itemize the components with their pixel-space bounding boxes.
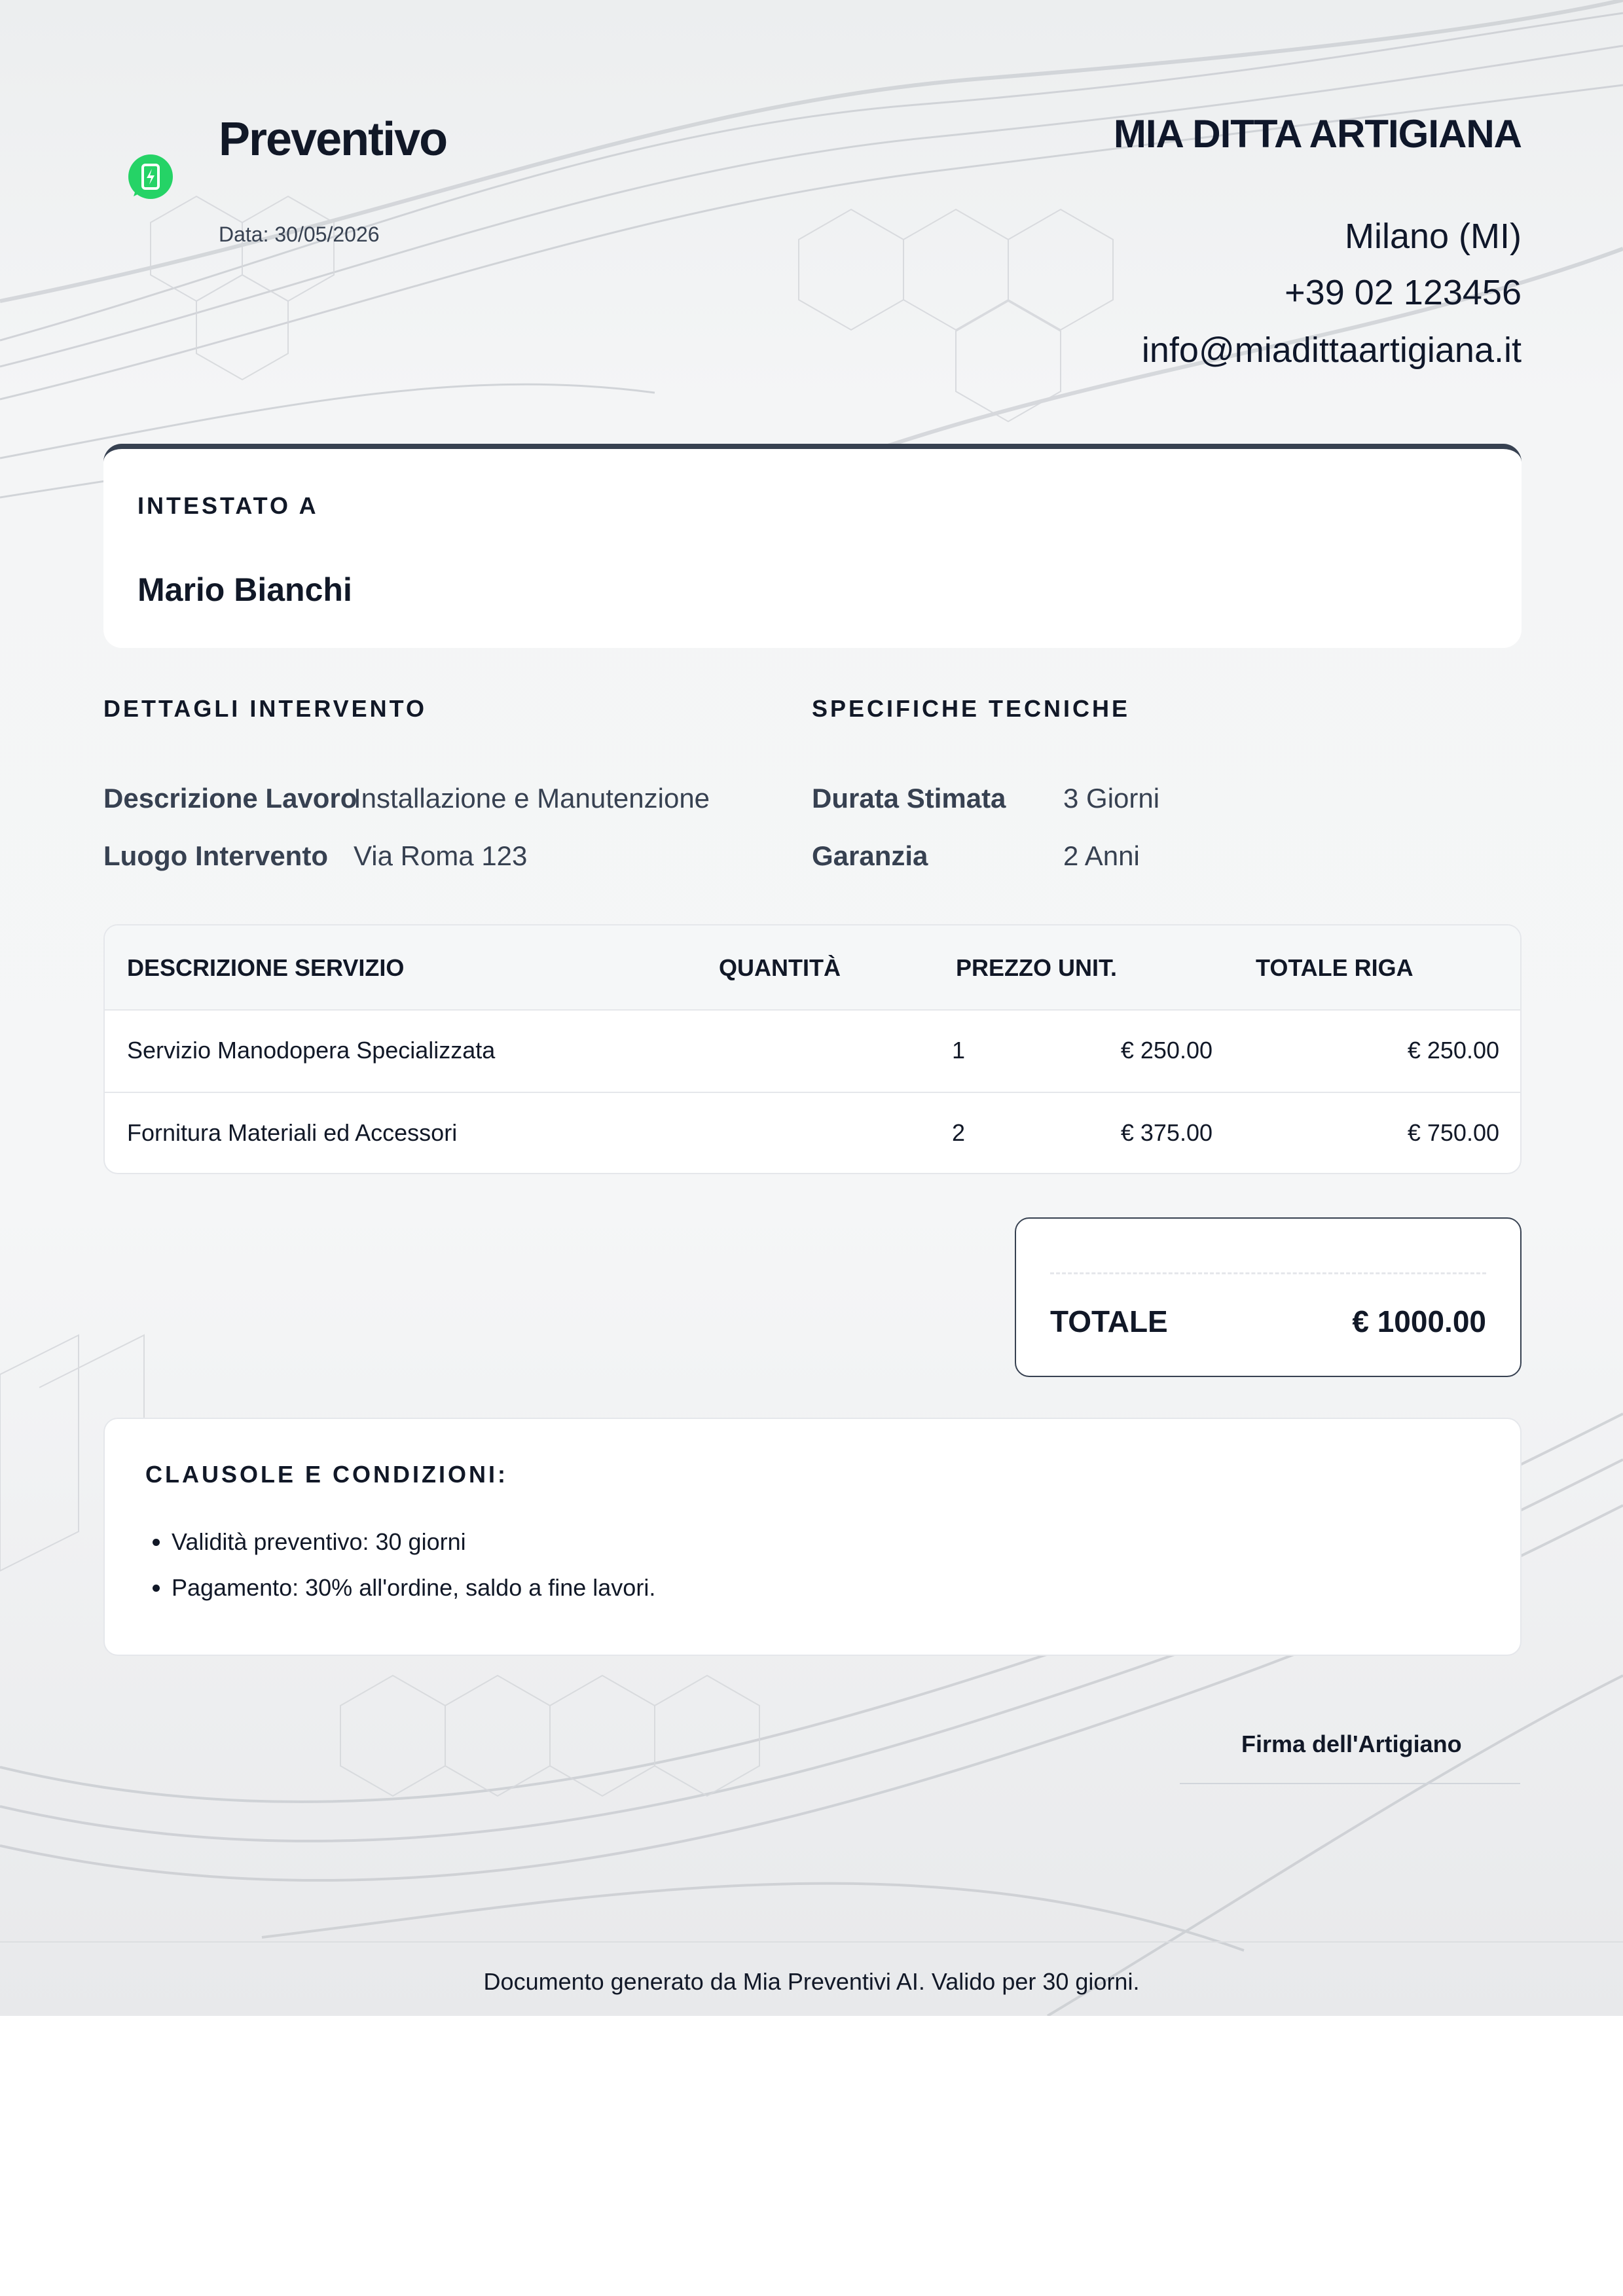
page-title: Preventivo [219, 113, 447, 166]
specs-heading: SPECIFICHE TECNICHE [812, 695, 1131, 722]
specs-label-duration: Durata Stimata [812, 783, 1006, 814]
details-label-location: Luogo Intervento [103, 840, 328, 871]
terms-item: • Pagamento: 30% all'ordine, saldo a fine lavori. [172, 1575, 655, 1621]
whatsapp-icon [127, 153, 174, 200]
company-city: Milano (MI) [1344, 217, 1522, 256]
cell-quantity: 2 [951, 1119, 965, 1146]
total-value: € 1000.00 [1352, 1304, 1486, 1338]
cell-quantity: 1 [951, 1037, 965, 1064]
company-phone: +39 02 123456 [1285, 273, 1522, 312]
document-date: Data: 30/05/2026 [219, 223, 380, 246]
cell-line-total: € 750.00 [1407, 1119, 1499, 1146]
signature-label: Firma dell'Artigiano [1241, 1731, 1462, 1757]
recipient-card [103, 444, 1522, 648]
table-row [105, 1092, 1520, 1174]
cell-unit-price: € 250.00 [1120, 1037, 1213, 1064]
specs-label-warranty: Garanzia [812, 840, 928, 871]
table-row [105, 1009, 1520, 1093]
details-value-description: Installazione e Manutenzione [354, 783, 710, 814]
company-name: MIA DITTA ARTIGIANA [1113, 112, 1522, 156]
specs-value-warranty: 2 Anni [1063, 840, 1140, 871]
column-header-quantity: QUANTITÀ [719, 954, 841, 981]
recipient-heading: INTESTATO A [137, 492, 319, 519]
column-header-unit-price: PREZZO UNIT. [956, 954, 1118, 981]
company-email: info@miadittaartigiana.it [1141, 331, 1522, 370]
footer-text: Documento generato da Mia Preventivi AI. Valido per 30 giorni. [483, 1968, 1140, 1995]
total-box [1015, 1217, 1522, 1377]
terms-list [145, 1529, 655, 1621]
cell-description: Servizio Manodopera Specializzata [127, 1037, 496, 1064]
terms-item: • Validità preventivo: 30 giorni [172, 1529, 655, 1575]
cell-unit-price: € 375.00 [1120, 1119, 1213, 1146]
details-label-description: Descrizione Lavoro [103, 783, 357, 814]
cell-line-total: € 250.00 [1407, 1037, 1499, 1064]
column-header-line-total: TOTALE RIGA [1256, 954, 1413, 981]
specs-value-duration: 3 Giorni [1063, 783, 1160, 814]
terms-heading: CLAUSOLE E CONDIZIONI: [145, 1461, 508, 1488]
signature-line [1180, 1783, 1520, 1784]
details-value-location: Via Roma 123 [354, 840, 528, 871]
table-header [105, 925, 1520, 1011]
total-divider [1050, 1272, 1486, 1274]
terms-card [103, 1418, 1522, 1656]
recipient-name: Mario Bianchi [137, 571, 352, 608]
services-table [103, 924, 1522, 1174]
total-label: TOTALE [1050, 1304, 1168, 1338]
column-header-description: DESCRIZIONE SERVIZIO [127, 954, 405, 981]
cell-description: Fornitura Materiali ed Accessori [127, 1119, 458, 1146]
details-heading: DETTAGLI INTERVENTO [103, 695, 428, 722]
